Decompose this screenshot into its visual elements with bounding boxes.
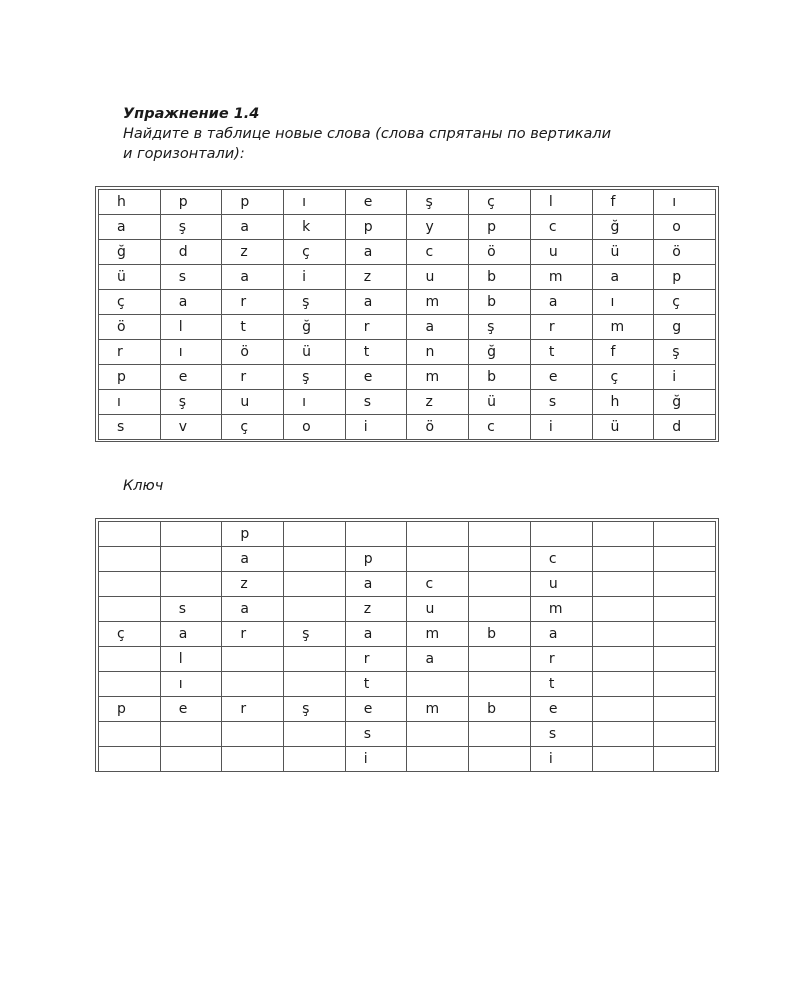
- puzzle-cell: v: [160, 415, 222, 440]
- key-cell: p: [222, 522, 284, 547]
- key-cell: [407, 747, 469, 772]
- key-cell: p: [345, 547, 407, 572]
- puzzle-cell: ı: [654, 190, 716, 215]
- puzzle-cell: y: [407, 215, 469, 240]
- key-cell: t: [345, 672, 407, 697]
- key-cell: m: [407, 622, 469, 647]
- puzzle-cell: t: [222, 315, 284, 340]
- key-cell: [654, 522, 716, 547]
- key-row: [99, 672, 716, 697]
- puzzle-cell: r: [345, 315, 407, 340]
- key-cell: [469, 747, 531, 772]
- key-cell: ç: [99, 622, 161, 647]
- key-cell: u: [407, 597, 469, 622]
- puzzle-cell: l: [160, 315, 222, 340]
- exercise-instruction-line1: Найдите в таблице новые слова (слова спрятаны по вертикали: [123, 126, 612, 142]
- key-cell: s: [530, 722, 592, 747]
- key-cell: s: [345, 722, 407, 747]
- key-cell: [160, 547, 222, 572]
- key-cell: [469, 647, 531, 672]
- key-cell: [592, 597, 654, 622]
- key-cell: [99, 672, 161, 697]
- puzzle-cell: s: [99, 415, 161, 440]
- key-cell: [469, 572, 531, 597]
- key-cell: a: [160, 622, 222, 647]
- key-cell: [407, 722, 469, 747]
- puzzle-cell: ğ: [99, 240, 161, 265]
- puzzle-cell: m: [592, 315, 654, 340]
- puzzle-cell: ğ: [469, 340, 531, 365]
- puzzle-row: [99, 365, 716, 390]
- key-cell: m: [530, 597, 592, 622]
- puzzle-cell: u: [407, 265, 469, 290]
- puzzle-cell: c: [469, 415, 531, 440]
- key-cell: [469, 547, 531, 572]
- key-cell: z: [345, 597, 407, 622]
- key-cell: [99, 747, 161, 772]
- puzzle-cell: r: [99, 340, 161, 365]
- key-cell: [284, 572, 346, 597]
- exercise-title: Упражнение 1.4: [123, 106, 260, 122]
- puzzle-cell: ş: [160, 390, 222, 415]
- key-cell: [654, 722, 716, 747]
- puzzle-cell: l: [530, 190, 592, 215]
- key-cell: [592, 572, 654, 597]
- key-cell: [222, 672, 284, 697]
- key-cell: ı: [160, 672, 222, 697]
- key-cell: [592, 747, 654, 772]
- puzzle-cell: e: [345, 365, 407, 390]
- puzzle-cell: ı: [160, 340, 222, 365]
- key-row: [99, 647, 716, 672]
- puzzle-cell: ü: [592, 415, 654, 440]
- key-cell: [99, 522, 161, 547]
- puzzle-cell: i: [345, 415, 407, 440]
- key-cell: [284, 597, 346, 622]
- word-search-grid: [95, 186, 719, 442]
- puzzle-cell: e: [530, 365, 592, 390]
- key-cell: a: [222, 597, 284, 622]
- puzzle-cell: ö: [469, 240, 531, 265]
- puzzle-cell: ğ: [654, 390, 716, 415]
- puzzle-cell: ı: [592, 290, 654, 315]
- puzzle-cell: f: [592, 190, 654, 215]
- key-cell: [407, 672, 469, 697]
- puzzle-cell: ç: [284, 240, 346, 265]
- puzzle-cell: h: [592, 390, 654, 415]
- puzzle-cell: ü: [99, 265, 161, 290]
- puzzle-cell: a: [345, 240, 407, 265]
- key-cell: [592, 522, 654, 547]
- key-cell: [284, 722, 346, 747]
- key-cell: [99, 547, 161, 572]
- key-row: [99, 522, 716, 547]
- key-cell: e: [530, 697, 592, 722]
- key-cell: [469, 597, 531, 622]
- puzzle-cell: a: [222, 265, 284, 290]
- puzzle-cell: i: [654, 365, 716, 390]
- puzzle-cell: b: [469, 365, 531, 390]
- puzzle-row: [99, 265, 716, 290]
- puzzle-cell: k: [284, 215, 346, 240]
- key-cell: [654, 647, 716, 672]
- key-cell: c: [407, 572, 469, 597]
- key-cell: r: [345, 647, 407, 672]
- puzzle-row: [99, 290, 716, 315]
- puzzle-cell: ç: [592, 365, 654, 390]
- puzzle-cell: e: [160, 365, 222, 390]
- key-cell: [654, 547, 716, 572]
- key-cell: [99, 597, 161, 622]
- key-cell: b: [469, 697, 531, 722]
- puzzle-cell: ş: [160, 215, 222, 240]
- key-cell: [530, 522, 592, 547]
- key-cell: [592, 722, 654, 747]
- puzzle-cell: f: [592, 340, 654, 365]
- key-cell: [592, 672, 654, 697]
- exercise-heading: [123, 104, 763, 164]
- puzzle-row: [99, 240, 716, 265]
- key-cell: [99, 572, 161, 597]
- puzzle-row: [99, 415, 716, 440]
- key-cell: b: [469, 622, 531, 647]
- key-cell: [284, 672, 346, 697]
- key-row: [99, 622, 716, 647]
- key-cell: [654, 572, 716, 597]
- puzzle-cell: p: [222, 190, 284, 215]
- puzzle-cell: c: [407, 240, 469, 265]
- puzzle-cell: d: [654, 415, 716, 440]
- puzzle-cell: u: [222, 390, 284, 415]
- puzzle-cell: d: [160, 240, 222, 265]
- puzzle-cell: ş: [469, 315, 531, 340]
- word-search-table: [98, 189, 716, 440]
- key-cell: [222, 747, 284, 772]
- key-cell: [654, 597, 716, 622]
- puzzle-cell: ö: [654, 240, 716, 265]
- puzzle-cell: c: [530, 215, 592, 240]
- puzzle-cell: g: [654, 315, 716, 340]
- puzzle-cell: s: [530, 390, 592, 415]
- key-cell: [160, 747, 222, 772]
- puzzle-cell: ğ: [592, 215, 654, 240]
- puzzle-cell: m: [407, 290, 469, 315]
- key-cell: m: [407, 697, 469, 722]
- puzzle-cell: ö: [222, 340, 284, 365]
- key-cell: a: [407, 647, 469, 672]
- puzzle-cell: ç: [99, 290, 161, 315]
- key-cell: [160, 522, 222, 547]
- key-cell: [160, 722, 222, 747]
- key-cell: r: [530, 647, 592, 672]
- key-label: Ключ: [123, 478, 164, 494]
- key-cell: r: [222, 622, 284, 647]
- puzzle-cell: r: [530, 315, 592, 340]
- puzzle-cell: ö: [407, 415, 469, 440]
- puzzle-row: [99, 390, 716, 415]
- puzzle-cell: a: [345, 290, 407, 315]
- puzzle-cell: a: [530, 290, 592, 315]
- puzzle-cell: ş: [407, 190, 469, 215]
- key-cell: [654, 697, 716, 722]
- key-cell: [345, 522, 407, 547]
- key-cell: c: [530, 547, 592, 572]
- key-cell: [407, 547, 469, 572]
- key-row: [99, 547, 716, 572]
- puzzle-cell: r: [222, 365, 284, 390]
- key-cell: [469, 672, 531, 697]
- key-cell: [160, 572, 222, 597]
- puzzle-cell: ü: [284, 340, 346, 365]
- exercise-instruction-line2: и горизонтали):: [123, 146, 245, 162]
- puzzle-cell: z: [345, 265, 407, 290]
- key-cell: [407, 522, 469, 547]
- puzzle-cell: ı: [284, 190, 346, 215]
- puzzle-cell: a: [222, 215, 284, 240]
- key-cell: r: [222, 697, 284, 722]
- key-cell: a: [345, 572, 407, 597]
- puzzle-cell: o: [284, 415, 346, 440]
- key-cell: [222, 647, 284, 672]
- key-cell: i: [530, 747, 592, 772]
- puzzle-cell: ı: [284, 390, 346, 415]
- key-row: [99, 572, 716, 597]
- puzzle-cell: a: [99, 215, 161, 240]
- key-cell: u: [530, 572, 592, 597]
- puzzle-cell: m: [530, 265, 592, 290]
- puzzle-cell: ç: [654, 290, 716, 315]
- puzzle-cell: p: [160, 190, 222, 215]
- key-cell: [654, 672, 716, 697]
- key-row: [99, 722, 716, 747]
- key-cell: [284, 647, 346, 672]
- key-cell: e: [160, 697, 222, 722]
- puzzle-cell: a: [407, 315, 469, 340]
- puzzle-cell: t: [530, 340, 592, 365]
- answer-key-grid: [95, 518, 719, 772]
- puzzle-cell: ğ: [284, 315, 346, 340]
- puzzle-cell: e: [345, 190, 407, 215]
- puzzle-cell: r: [222, 290, 284, 315]
- puzzle-cell: ç: [469, 190, 531, 215]
- puzzle-cell: b: [469, 290, 531, 315]
- puzzle-cell: p: [99, 365, 161, 390]
- puzzle-cell: p: [654, 265, 716, 290]
- puzzle-cell: s: [160, 265, 222, 290]
- puzzle-cell: o: [654, 215, 716, 240]
- puzzle-cell: m: [407, 365, 469, 390]
- puzzle-cell: a: [592, 265, 654, 290]
- puzzle-cell: s: [345, 390, 407, 415]
- key-cell: i: [345, 747, 407, 772]
- key-cell: [284, 747, 346, 772]
- key-row: [99, 747, 716, 772]
- key-cell: l: [160, 647, 222, 672]
- puzzle-cell: t: [345, 340, 407, 365]
- key-cell: p: [99, 697, 161, 722]
- puzzle-cell: h: [99, 190, 161, 215]
- puzzle-cell: ü: [469, 390, 531, 415]
- puzzle-cell: p: [469, 215, 531, 240]
- key-cell: [222, 722, 284, 747]
- key-cell: z: [222, 572, 284, 597]
- puzzle-row: [99, 190, 716, 215]
- key-cell: [99, 647, 161, 672]
- key-cell: s: [160, 597, 222, 622]
- puzzle-row: [99, 315, 716, 340]
- key-cell: [592, 547, 654, 572]
- key-cell: [469, 722, 531, 747]
- key-cell: a: [530, 622, 592, 647]
- key-cell: [99, 722, 161, 747]
- key-cell: [284, 522, 346, 547]
- puzzle-cell: z: [222, 240, 284, 265]
- puzzle-cell: i: [530, 415, 592, 440]
- key-cell: [592, 697, 654, 722]
- puzzle-cell: ö: [99, 315, 161, 340]
- puzzle-cell: p: [345, 215, 407, 240]
- key-cell: a: [345, 622, 407, 647]
- puzzle-cell: z: [407, 390, 469, 415]
- key-cell: [592, 647, 654, 672]
- key-cell: [469, 522, 531, 547]
- puzzle-row: [99, 215, 716, 240]
- answer-key-table: [98, 521, 716, 772]
- key-cell: [284, 547, 346, 572]
- puzzle-cell: ı: [99, 390, 161, 415]
- puzzle-cell: ş: [654, 340, 716, 365]
- key-cell: ş: [284, 697, 346, 722]
- puzzle-cell: a: [160, 290, 222, 315]
- puzzle-cell: ç: [222, 415, 284, 440]
- key-cell: [592, 622, 654, 647]
- puzzle-cell: n: [407, 340, 469, 365]
- puzzle-cell: ş: [284, 365, 346, 390]
- key-cell: ş: [284, 622, 346, 647]
- puzzle-row: [99, 340, 716, 365]
- puzzle-cell: ş: [284, 290, 346, 315]
- puzzle-cell: i: [284, 265, 346, 290]
- puzzle-cell: b: [469, 265, 531, 290]
- key-cell: t: [530, 672, 592, 697]
- key-cell: [654, 622, 716, 647]
- puzzle-cell: ü: [592, 240, 654, 265]
- key-cell: e: [345, 697, 407, 722]
- key-cell: [654, 747, 716, 772]
- key-cell: a: [222, 547, 284, 572]
- key-row: [99, 597, 716, 622]
- puzzle-cell: u: [530, 240, 592, 265]
- key-row: [99, 697, 716, 722]
